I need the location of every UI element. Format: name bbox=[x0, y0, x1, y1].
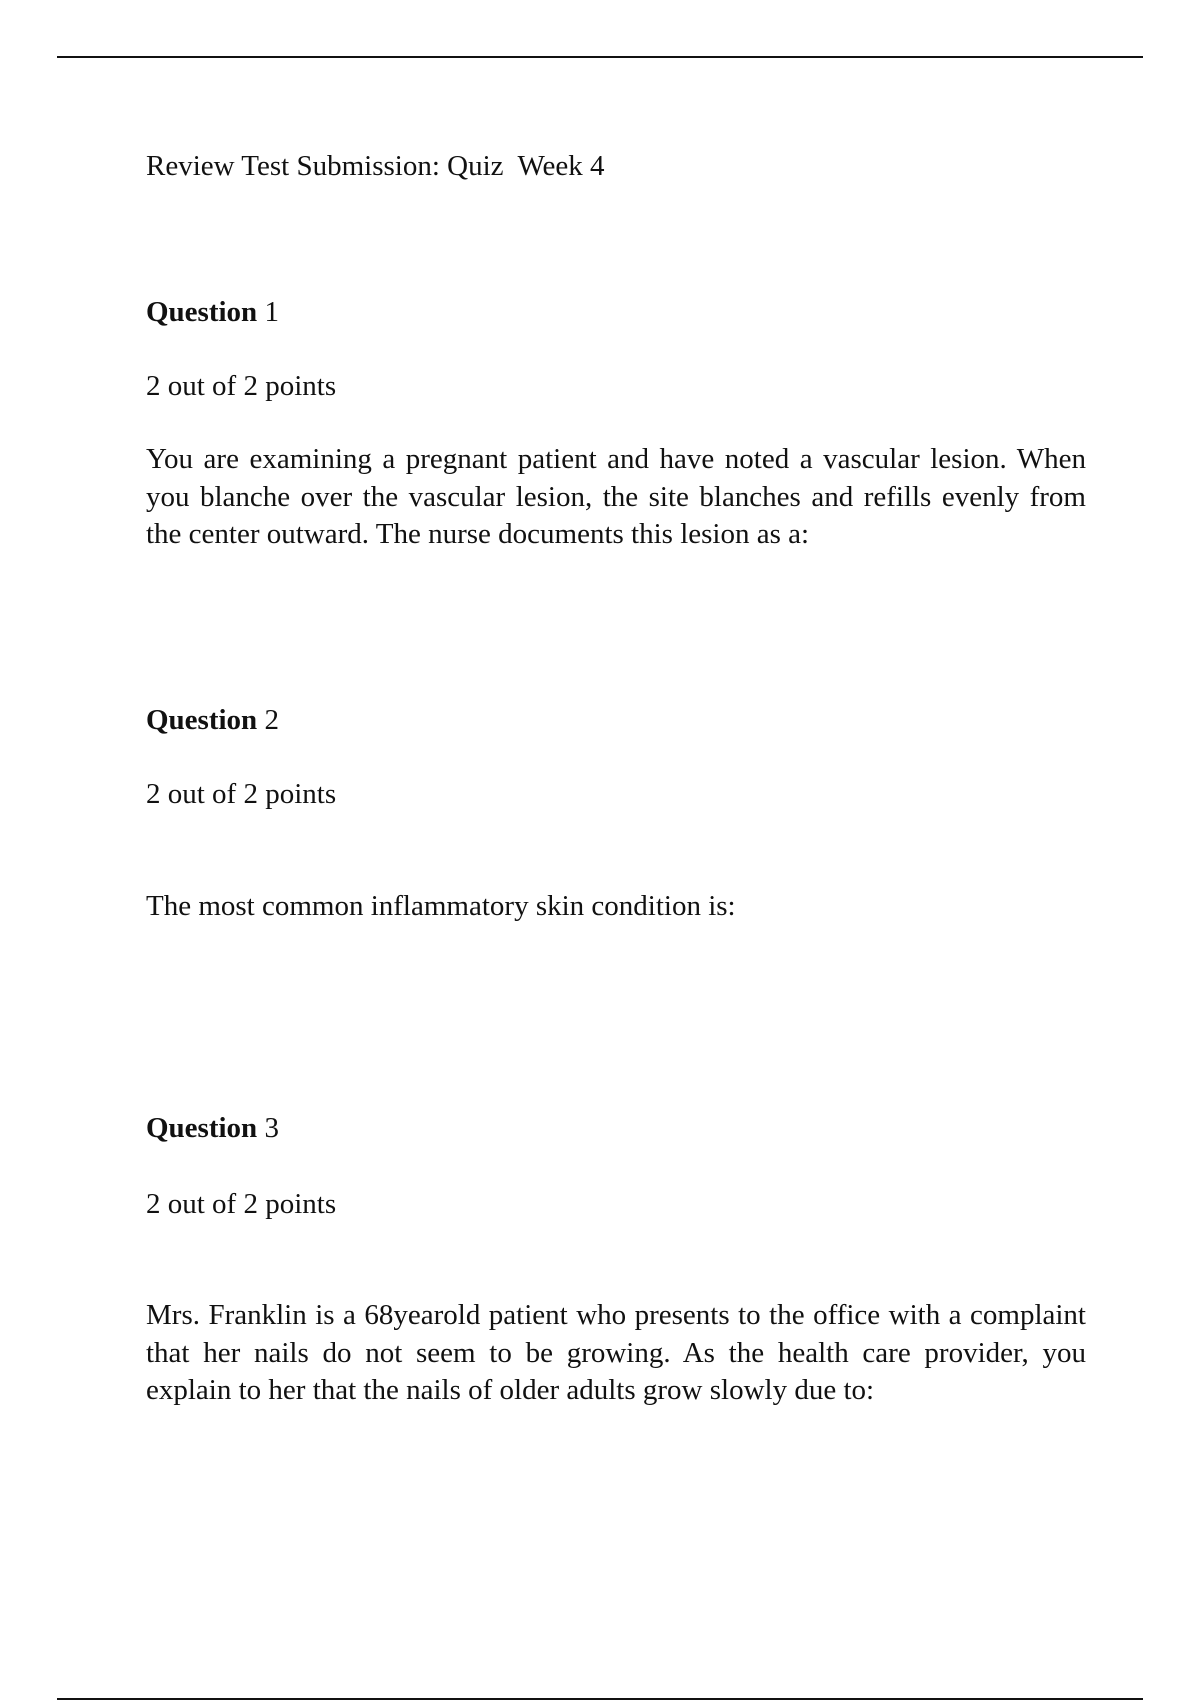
question-text: You are examining a pregnant patient and have noted a vascular lesion. When you blanche over the vascular lesion, the site blanches and refills evenly from the center outward. The nurse documents this lesion as a: bbox=[146, 443, 1086, 550]
question-number: 1 bbox=[264, 296, 279, 328]
question-points: 2 out of 2 points bbox=[146, 778, 337, 810]
question-label: Question bbox=[146, 296, 258, 328]
question-heading bbox=[146, 1109, 279, 1147]
question-number: 3 bbox=[264, 1112, 279, 1144]
page-title: Review Test Submission: Quiz Week 4 bbox=[146, 150, 605, 182]
question-heading bbox=[146, 293, 279, 331]
top-rule bbox=[57, 56, 1143, 58]
question-label: Question bbox=[146, 1112, 258, 1144]
question-heading bbox=[146, 701, 279, 739]
question-label: Question bbox=[146, 704, 258, 736]
question-text: The most common inflammatory skin condition is: bbox=[146, 890, 736, 922]
question-points: 2 out of 2 points bbox=[146, 370, 337, 402]
question-number: 2 bbox=[264, 704, 279, 736]
question-points: 2 out of 2 points bbox=[146, 1188, 337, 1220]
question-text: Mrs. Franklin is a 68yearold patient who presents to the office with a complaint that her nails do not seem to be growing. As the health care provider, you explain to her that the nails of older adults grow slowly due to: bbox=[146, 1299, 1086, 1406]
